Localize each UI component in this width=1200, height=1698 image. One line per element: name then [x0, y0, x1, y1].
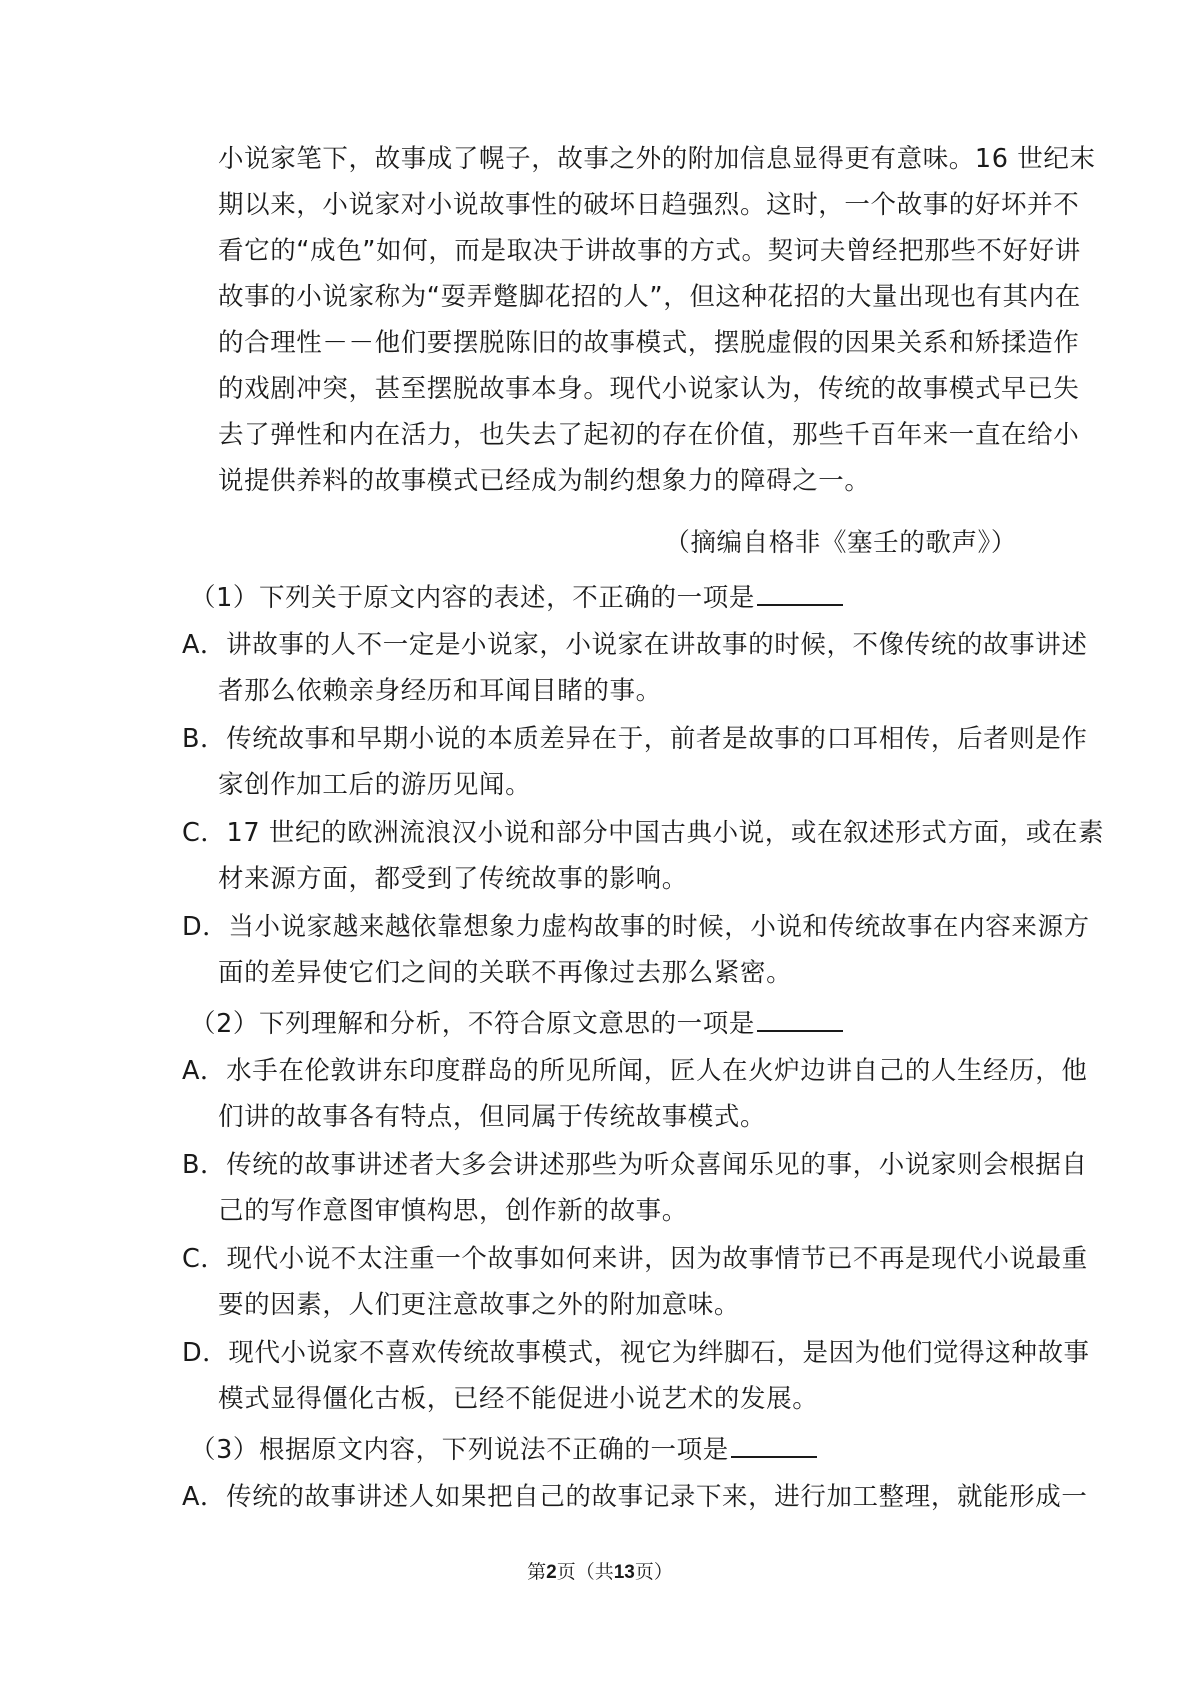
q2-option-c — [182, 1242, 1088, 1276]
total-pages: 13 — [613, 1562, 635, 1583]
q2-option-d-cont: 模式显得僵化古板，已经不能促进小说艺术的发展。 — [218, 1384, 819, 1414]
q2-option-b — [182, 1148, 1088, 1182]
page-number: 2 — [546, 1562, 557, 1583]
option-letter: B． — [182, 1150, 227, 1180]
passage-line: 看它的“成色”如何，而是取决于讲故事的方式。契诃夫曾经把那些不好好讲 — [218, 236, 1081, 266]
answer-blank — [757, 1004, 843, 1032]
option-letter: C． — [182, 818, 227, 848]
question-1-stem — [190, 578, 843, 615]
passage-line: 的合理性－－他们要摆脱陈旧的故事模式，摆脱虚假的因果关系和矫揉造作 — [218, 328, 1080, 358]
option-text: 传统的故事讲述者大多会讲述那些为听众喜闻乐见的事，小说家则会根据自 — [226, 1150, 1088, 1180]
q2-option-a — [182, 1054, 1087, 1088]
q1-option-b — [182, 722, 1088, 756]
option-text: 传统的故事讲述人如果把自己的故事记录下来，进行加工整理，就能形成一 — [226, 1482, 1088, 1512]
option-text: 17 世纪的欧洲流浪汉小说和部分中国古典小说，或在叙述形式方面，或在素 — [226, 818, 1105, 848]
passage-line: 的戏剧冲突，甚至摆脱故事本身。现代小说家认为，传统的故事模式早已失 — [218, 374, 1080, 404]
option-text: 当小说家越来越依靠想象力虚构故事的时候，小说和传统故事在内容来源方 — [228, 912, 1090, 942]
option-letter: A． — [182, 630, 227, 660]
passage-line: 说提供养料的故事模式已经成为制约想象力的障碍之一。 — [218, 466, 871, 496]
passage-source: （摘编自格非《塞壬的歌声》） — [664, 528, 1017, 558]
passage-line: 期以来，小说家对小说故事性的破坏日趋强烈。这时，一个故事的好坏并不 — [218, 190, 1080, 220]
q1-option-d-cont: 面的差异使它们之间的关联不再像过去那么紧密。 — [218, 958, 793, 988]
answer-blank — [757, 578, 843, 606]
question-2-stem — [190, 1004, 843, 1041]
option-letter: A． — [182, 1056, 227, 1086]
option-text: 传统故事和早期小说的本质差异在于，前者是故事的口耳相传，后者则是作 — [226, 724, 1088, 754]
q2-option-a-cont: 们讲的故事各有特点，但同属于传统故事模式。 — [218, 1102, 767, 1132]
option-text: 水手在伦敦讲东印度群岛的所见所闻，匠人在火炉边讲自己的人生经历，他 — [226, 1056, 1088, 1086]
footer-middle: 页（共 — [556, 1561, 614, 1583]
answer-blank — [731, 1430, 817, 1458]
option-letter: A． — [182, 1482, 227, 1512]
option-letter: D． — [182, 912, 229, 942]
passage-line: 去了弹性和内在活力，也失去了起初的存在价值，那些千百年来一直在给小 — [218, 420, 1080, 450]
question-3-stem — [190, 1430, 817, 1467]
question-stem-text: （2）下列理解和分析，不符合原文意思的一项是 — [190, 1009, 755, 1039]
option-letter: B． — [182, 724, 227, 754]
q1-option-d — [182, 910, 1090, 944]
footer-prefix: 第 — [527, 1561, 547, 1583]
q3-option-a — [182, 1480, 1087, 1514]
q2-option-b-cont: 己的写作意图审慎构思，创作新的故事。 — [218, 1196, 688, 1226]
passage-line: 小说家笔下，故事成了幌子，故事之外的附加信息显得更有意味。16 世纪末 — [218, 144, 1096, 174]
q1-option-a-cont: 者那么依赖亲身经历和耳闻目睹的事。 — [218, 676, 662, 706]
q1-option-c-cont: 材来源方面，都受到了传统故事的影响。 — [218, 864, 688, 894]
passage-line: 故事的小说家称为“耍弄蹩脚花招的人”，但这种花招的大量出现也有其内在 — [218, 282, 1081, 312]
option-text: 讲故事的人不一定是小说家，小说家在讲故事的时候，不像传统的故事讲述 — [226, 630, 1088, 660]
question-stem-text: （1）下列关于原文内容的表述，不正确的一项是 — [190, 583, 755, 613]
q1-option-a — [182, 628, 1087, 662]
q2-option-c-cont: 要的因素，人们更注意故事之外的附加意味。 — [218, 1290, 741, 1320]
page-footer — [0, 1560, 1200, 1585]
option-text: 现代小说家不喜欢传统故事模式，视它为绊脚石，是因为他们觉得这种故事 — [228, 1338, 1090, 1368]
option-letter: D． — [182, 1338, 229, 1368]
option-text: 现代小说不太注重一个故事如何来讲，因为故事情节已不再是现代小说最重 — [226, 1244, 1088, 1274]
q2-option-d — [182, 1336, 1090, 1370]
question-stem-text: （3）根据原文内容，下列说法不正确的一项是 — [190, 1435, 729, 1465]
q1-option-b-cont: 家创作加工后的游历见闻。 — [218, 770, 532, 800]
option-letter: C． — [182, 1244, 227, 1274]
footer-suffix: 页） — [634, 1561, 673, 1583]
q1-option-c — [182, 816, 1104, 850]
